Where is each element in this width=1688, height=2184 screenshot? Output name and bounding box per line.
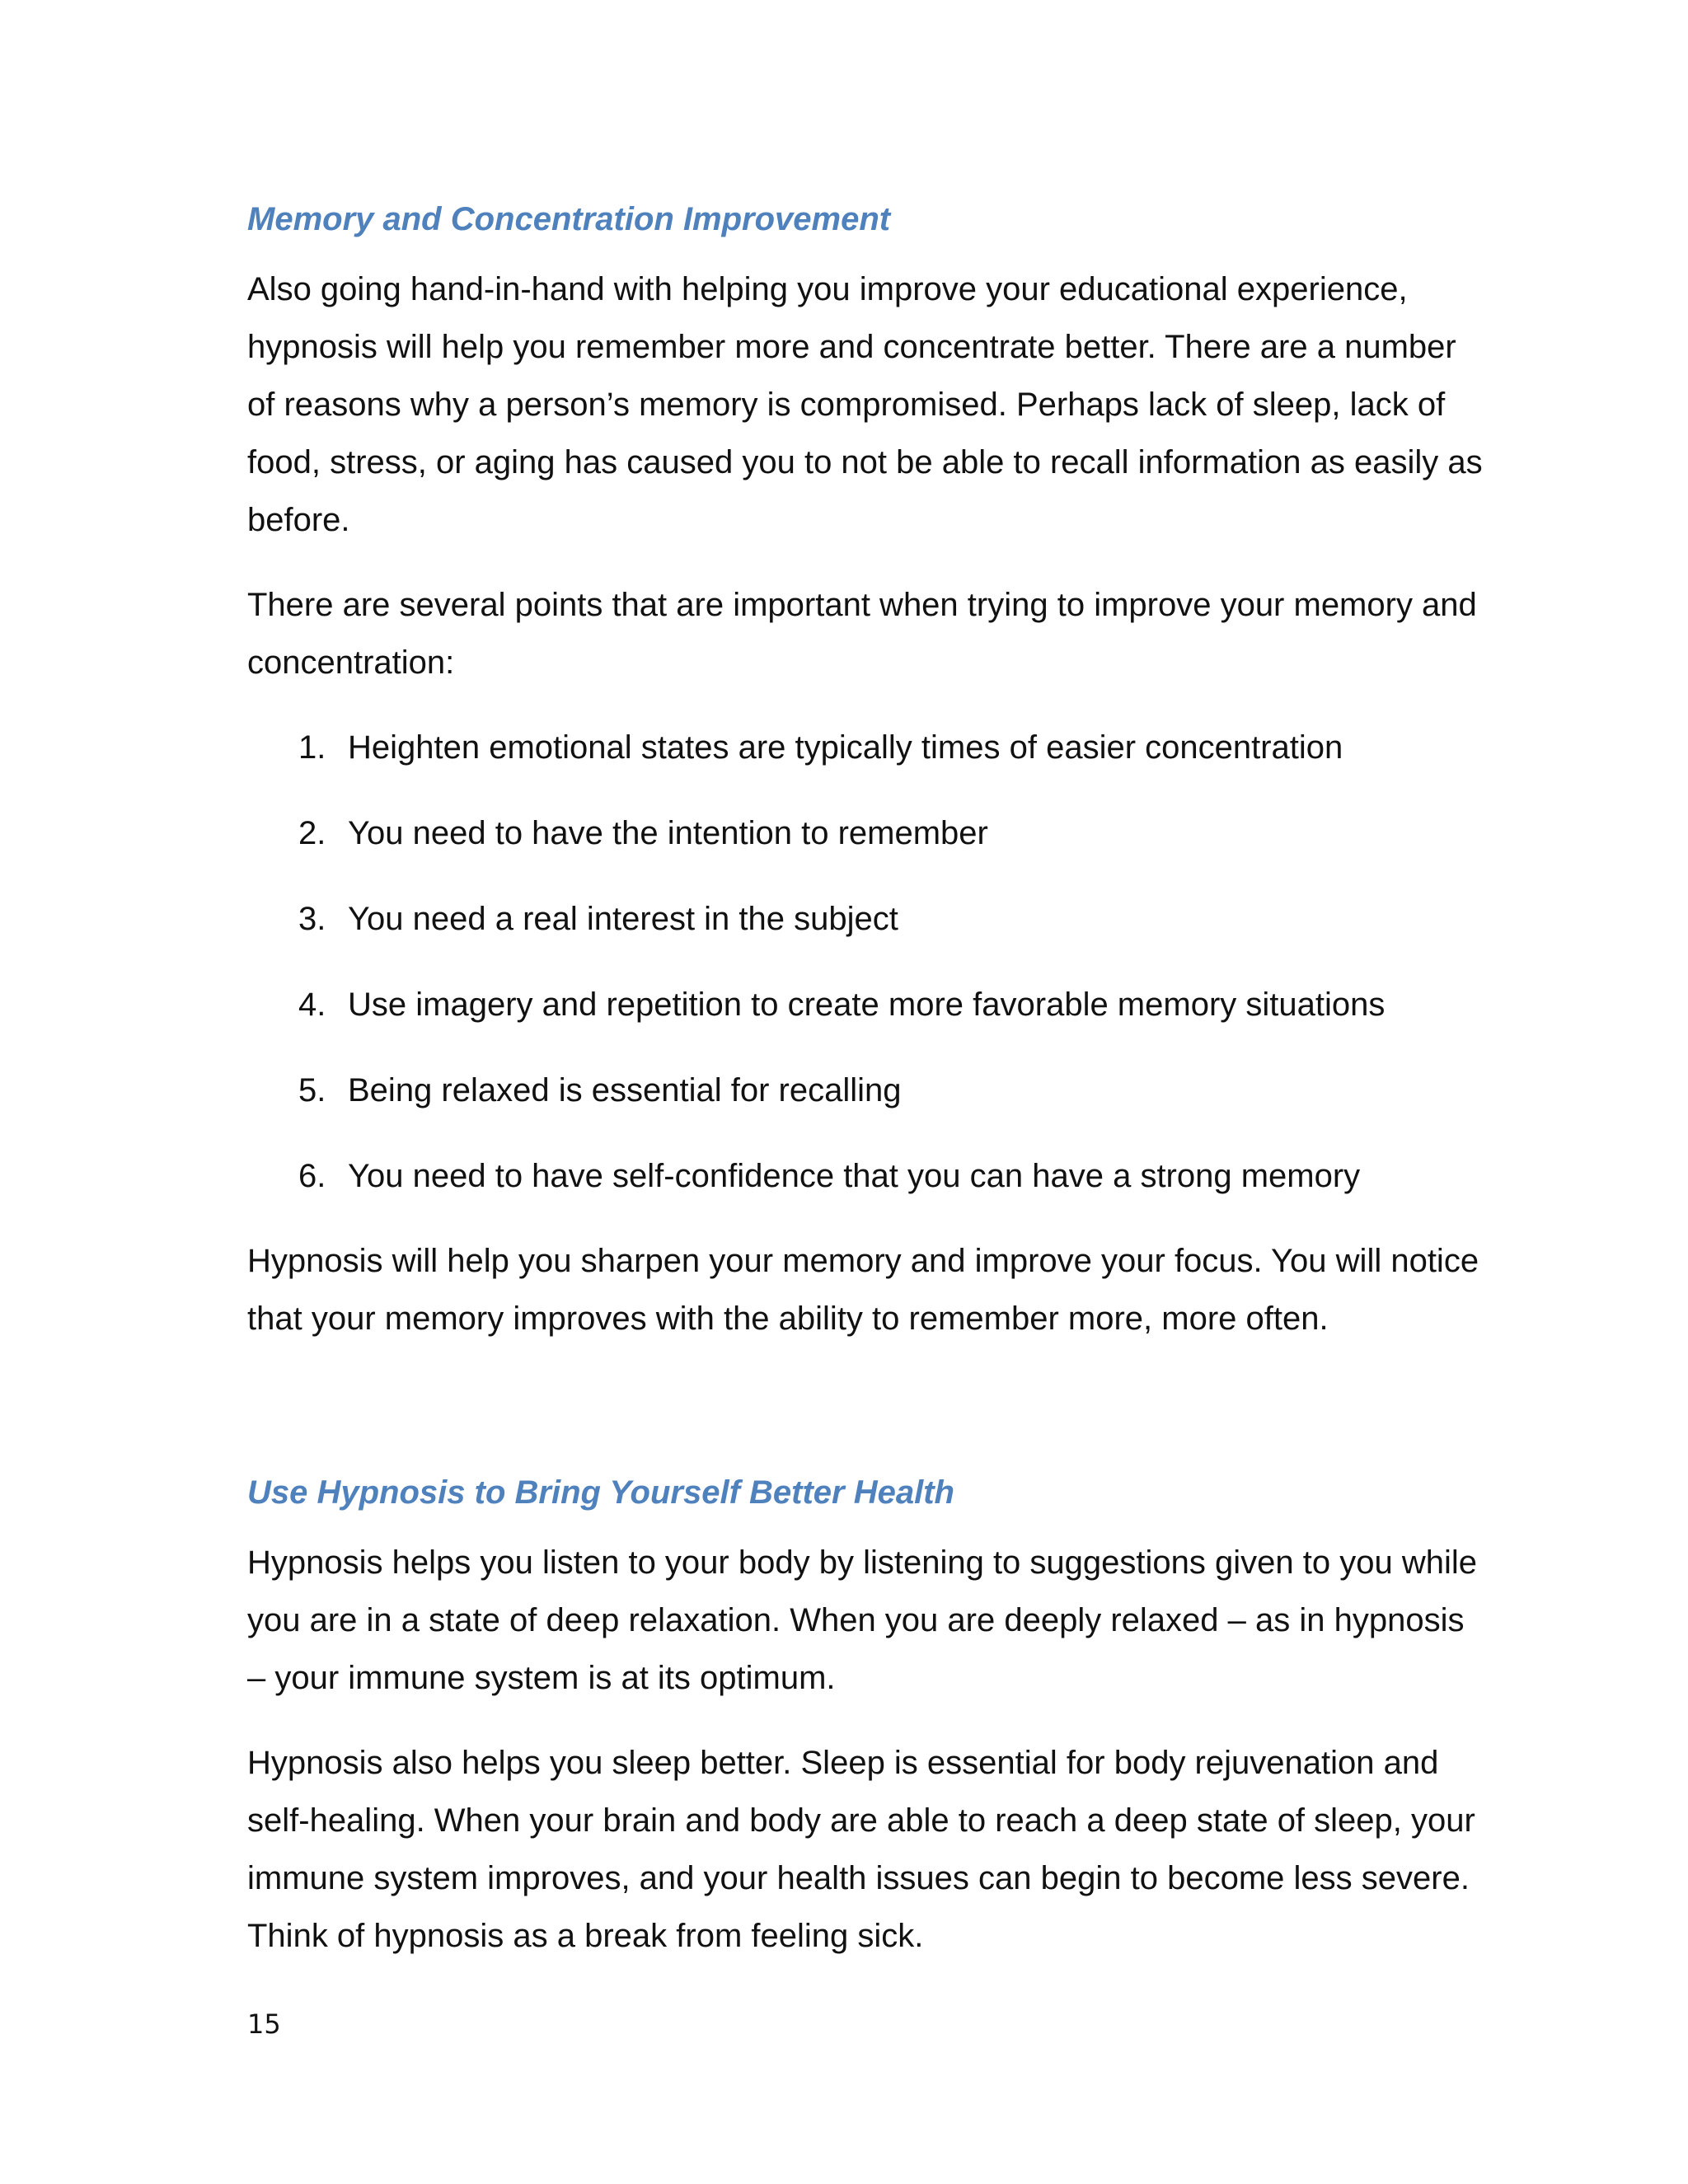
list-item-number: 6. xyxy=(298,1158,326,1194)
section-heading-memory: Memory and Concentration Improvement xyxy=(247,201,891,237)
list-item-text: You need to have the intention to remember xyxy=(348,815,988,851)
list-item xyxy=(247,719,1484,776)
list-item-text: Heighten emotional states are typically times of easier concentration xyxy=(348,729,1343,766)
list-item xyxy=(247,1062,1484,1119)
list-item xyxy=(247,1147,1484,1205)
list-item-number: 3. xyxy=(298,901,326,937)
list-item xyxy=(247,976,1484,1033)
list-item-text: You need a real interest in the subject xyxy=(348,901,898,937)
list-item xyxy=(247,890,1484,948)
page-content xyxy=(247,194,1484,1965)
list-item-text: Being relaxed is essential for recalling xyxy=(348,1072,902,1108)
paragraph: There are several points that are important when trying to improve your memory and concentration: xyxy=(247,587,1477,681)
paragraph: Hypnosis also helps you sleep better. Sleep is essential for body rejuvenation and self-healing. When your brain and body are able to reach a deep state of sleep, your immune system improves, and your health issues can begin to become less severe. Think of hypnosis as a break from feeling sick. xyxy=(247,1745,1475,1954)
list-item-text: Use imagery and repetition to create more favorable memory situations xyxy=(348,987,1386,1023)
memory-points-list xyxy=(247,719,1484,1205)
list-item-number: 1. xyxy=(298,729,326,766)
page-number: 15 xyxy=(247,2008,281,2040)
section-heading-health: Use Hypnosis to Bring Yourself Better Health xyxy=(247,1474,954,1511)
list-item-number: 4. xyxy=(298,987,326,1023)
paragraph: Also going hand-in-hand with helping you improve your educational experience, hypnosis will help you remember more and concentrate better. There are a number of reasons why a person’s memory is compromised. Perhaps lack of sleep, lack of food, stress, or aging has caused you to not be able to recall information as easily as before. xyxy=(247,271,1483,538)
list-item-number: 5. xyxy=(298,1072,326,1108)
paragraph: Hypnosis helps you listen to your body by listening to suggestions given to you while you are in a state of deep relaxation. When you are deeply relaxed – as in hypnosis – your immune system is at its optimum. xyxy=(247,1544,1477,1696)
list-item-text: You need to have self-confidence that you can have a strong memory xyxy=(348,1158,1361,1194)
list-item xyxy=(247,804,1484,862)
list-item-number: 2. xyxy=(298,815,326,851)
paragraph: Hypnosis will help you sharpen your memory and improve your focus. You will notice that your memory improves with the ability to remember more, more often. xyxy=(247,1243,1479,1337)
